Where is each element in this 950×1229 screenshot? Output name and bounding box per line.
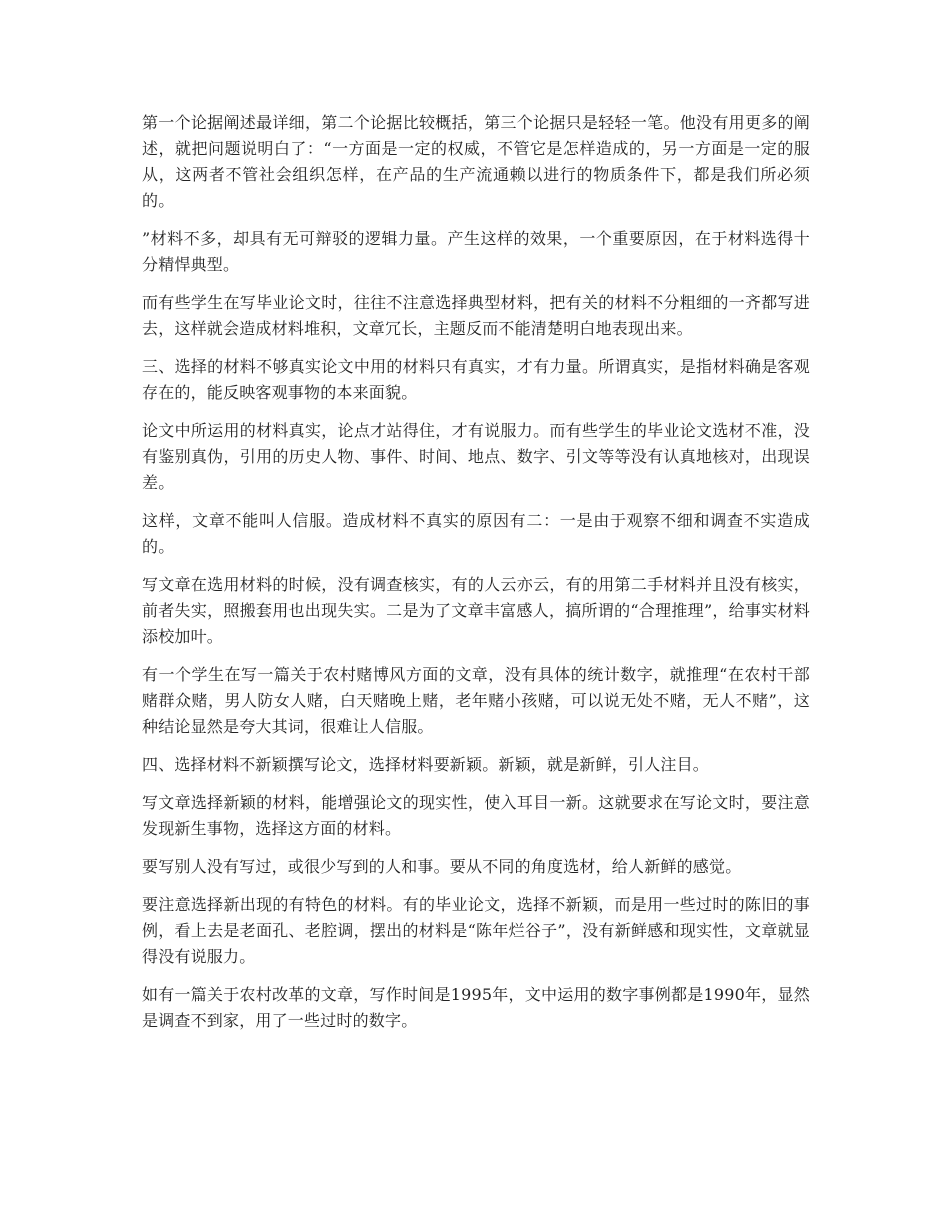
paragraph-11: 要写别人没有写过，或很少写到的人和事。要从不同的角度选材，给人新鲜的感觉。 xyxy=(142,857,742,876)
paragraph-12: 要注意选择新出现的有特色的材料。有的毕业论文，选择不新颖，而是用一些过时的陈旧的事例，看上去是老面孔、老腔调，摆出的材料是“陈年烂谷子”，没有新鲜感和现实性，文章就显得没有说服力。 xyxy=(142,895,810,966)
paragraph-13: 如有一篇关于农村改革的文章，写作时间是1995年，文中运用的数字事例都是1990年，显然是调查不到家，用了一些过时的数字。 xyxy=(142,985,810,1030)
paragraph-9: 四、选择材料不新颖撰写论文，选择材料要新颖。新颖，就是新鲜，引人注目。 xyxy=(142,755,710,774)
paragraph-4: 三、选择的材料不够真实论文中用的材料只有真实，才有力量。所谓真实，是指材料确是客观存在的，能反映客观事物的本来面貌。 xyxy=(142,357,810,402)
paragraph-2: ”材料不多，却具有无可辩驳的逻辑力量。产生这样的效果，一个重要原因，在于材料选得十分精悍典型。 xyxy=(142,229,810,274)
paragraph-1: 第一个论据阐述最详细，第二个论据比较概括，第三个论据只是轻轻一笔。他没有用更多的阐述，就把问题说明白了：“一方面是一定的权威，不管它是怎样造成的，另一方面是一定的服从，这两者不管社会组织怎样，在产品的生产流通赖以进行的物质条件下，都是我们所必须的。 xyxy=(142,113,810,210)
paragraph-7: 写文章在选用材料的时候，没有调查核实，有的人云亦云，有的用第二手材料并且没有核实，前者失实，照搬套用也出现失实。二是为了文章丰富感人，搞所谓的“合理推理”，给事实材料添校加叶。 xyxy=(142,575,810,646)
paragraph-8: 有一个学生在写一篇关于农村赌博风方面的文章，没有具体的统计数字，就推理“在农村干部赌群众赌，男人防女人赌，白天赌晚上赌，老年赌小孩赌，可以说无处不赌，无人不赌”，这种结论显然是夸大其词，很难让人信服。 xyxy=(142,665,810,736)
paragraph-10: 写文章选择新颖的材料，能增强论文的现实性，使入耳目一新。这就要求在写论文时，要注意发现新生事物，选择这方面的材料。 xyxy=(142,793,810,838)
document-body xyxy=(142,110,810,1046)
paragraph-3: 而有些学生在写毕业论文时，往往不注意选择典型材料，把有关的材料不分粗细的一齐都写进去，这样就会造成材料堆积，文章冗长，主题反而不能清楚明白地表现出来。 xyxy=(142,293,810,338)
paragraph-6: 这样，文章不能叫人信服。造成材料不真实的原因有二：一是由于观察不细和调查不实造成的。 xyxy=(142,511,810,556)
paragraph-5: 论文中所运用的材料真实，论点才站得住，才有说服力。而有些学生的毕业论文选材不准，没有鉴别真伪，引用的历史人物、事件、时间、地点、数字、引文等等没有认真地核对，出现误差。 xyxy=(142,421,810,492)
